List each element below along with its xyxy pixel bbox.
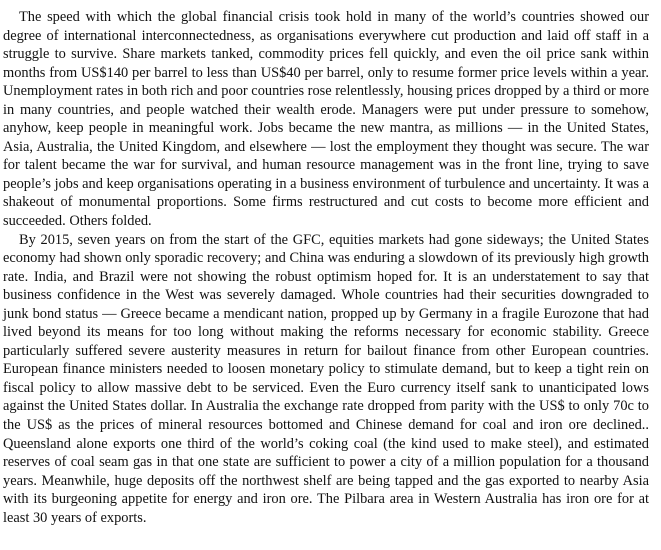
paragraph-gfc-impact: The speed with which the global financial crisis took hold in many of the world’s countries showed our degree of international interconnectedness, as organisations everywhere cut production and laid off staff in a struggle to survive. Share markets tanked, commodity prices fell quickly, and even the oil price sank within months from US$140 per barrel to less than US$40 per barrel, only to resume former price levels within a year. Unemployment rates in both rich and poor countries rose relentlessly, housing prices dropped by a third or more in many countries, and people watched their wealth erode. Managers were put under pressure to somehow, anyhow, keep people in meaningful work. Jobs became the new mantra, as millions — in the United States, Asia, Australia, the United Kingdom, and elsewhere — lost the employment they thought was secure. The war for talent became the war for survival, and human resource management was in the front line, trying to save people’s jobs and keep organisations operating in a business environment of turbulence and uncertainty. It was a shakeout of monumental proportions. Some firms restructured and cut costs to become more efficient and succeeded. Others folded. [3, 9, 649, 230]
paragraph-2015-outlook: By 2015, seven years on from the start of the GFC, equities markets had gone sideways; the United States economy had shown only sporadic recovery; and China was enduring a slowdown of its previously high growth rate. India, and Brazil were not showing the robust optimism hoped for. It is an understatement to say that business confidence in the West was severely damaged. Whole countries had their securities downgraded to junk bond status — Greece became a mendicant nation, propped up by Germany in a fragile Eurozone that had lived beyond its means for too long without making the reforms necessary for economic stability. Greece particularly suffered severe austerity measures in return for bailout finance from other European countries. European finance ministers needed to loosen monetary policy to stimulate demand, but to keep a tight rein on fiscal policy to allow massive debt to be serviced. Even the Euro currency itself sank to unanticipated lows against the United States dollar. In Australia the exchange rate dropped from parity with the US$ to only 70c to the US$ as the prices of mineral resources bottomed and Chinese demand for coal and iron ore declined.. Queensland alone exports one third of the world’s coking coal (the kind used to make steel), and estimated reserves of coal seam gas in that one state are sufficient to power a city of a million population for a thousand years. Meanwhile, huge deposits off the northwest shelf are being tapped and the gas exported to nearby Asia with its burgeoning appetite for energy and iron ore. The Pilbara area in Western Australia has iron ore for at least 30 years of exports. [3, 231, 649, 526]
